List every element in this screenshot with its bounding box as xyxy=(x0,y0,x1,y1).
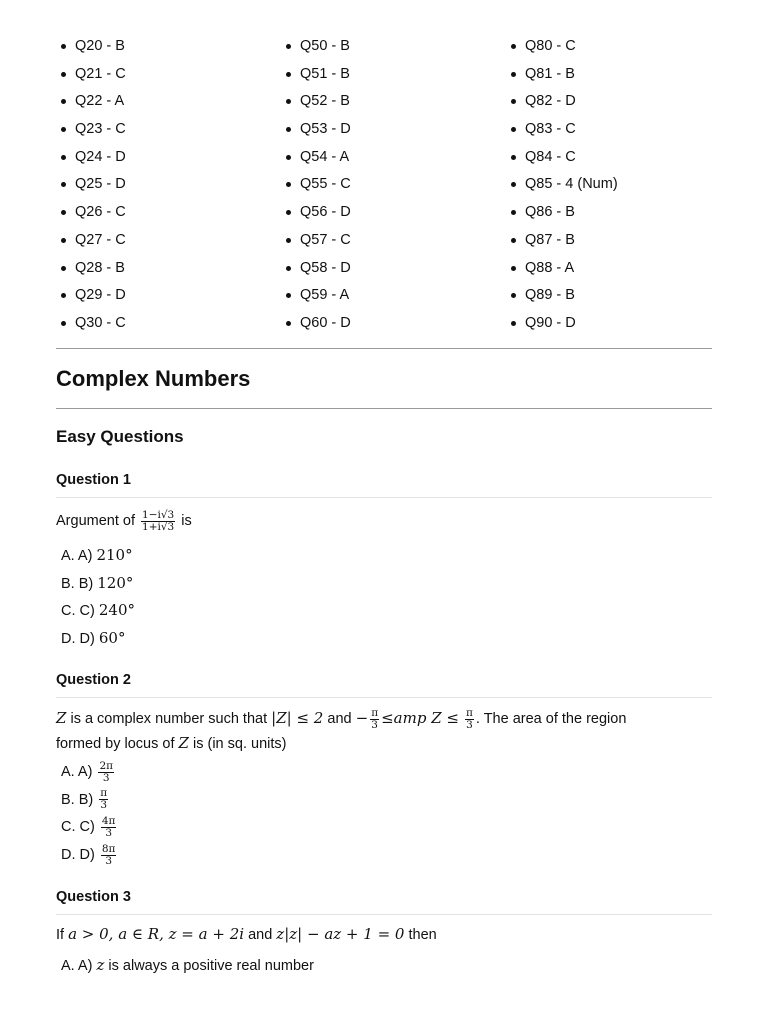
answer-item: Q28 - B xyxy=(56,258,126,286)
question-text: Argument of xyxy=(56,513,135,529)
answer-item: Q52 - B xyxy=(281,91,351,119)
question-2-options xyxy=(61,758,118,869)
question-3-options xyxy=(61,954,314,982)
question-1-options xyxy=(61,544,135,655)
option-a: A. A) $\frac{2\pi}{3}$ xyxy=(61,759,114,784)
section-divider xyxy=(56,348,712,349)
answer-item: Q87 - B xyxy=(506,230,618,258)
math-fraction: $\frac{\pi}{3}$ xyxy=(371,706,379,731)
question-3-heading: Question 3 xyxy=(56,889,131,905)
question-2-heading: Question 2 xyxy=(56,672,131,688)
question-text: is xyxy=(181,513,192,529)
section-divider xyxy=(56,408,712,409)
section-title: Complex Numbers xyxy=(56,366,251,391)
question-divider xyxy=(56,497,712,498)
answer-item: Q81 - B xyxy=(506,64,618,92)
option-c: C. C) $\frac{4\pi}{3}$ xyxy=(61,815,116,840)
answer-item: Q84 - C xyxy=(506,147,618,175)
option-d: D. D) $\frac{8\pi}{3}$ xyxy=(61,842,116,867)
answer-item: Q89 - B xyxy=(506,285,618,313)
answer-item: Q58 - D xyxy=(281,258,351,286)
option-a: A. A) z is always a positive real number xyxy=(61,956,314,974)
answer-item: Q55 - C xyxy=(281,174,351,202)
answer-item: Q22 - A xyxy=(56,91,126,119)
answer-item: Q21 - C xyxy=(56,64,126,92)
math-fraction: $\frac{1-i√3}{1+i√3}$ xyxy=(142,508,175,533)
subsection-title: Easy Questions xyxy=(56,427,184,446)
question-1-heading: Question 1 xyxy=(56,472,131,488)
answer-item: Q26 - C xyxy=(56,202,126,230)
answer-item: Q50 - B xyxy=(281,36,351,64)
answer-item: Q60 - D xyxy=(281,313,351,341)
option-d: D. D) 60° xyxy=(61,629,126,648)
answer-item: Q88 - A xyxy=(506,258,618,286)
answer-item: Q27 - C xyxy=(56,230,126,258)
answer-item: Q25 - D xyxy=(56,174,126,202)
answer-item: Q53 - D xyxy=(281,119,351,147)
answer-item: Q86 - B xyxy=(506,202,618,230)
question-1-text xyxy=(56,509,712,533)
answer-key-column-2 xyxy=(281,36,351,341)
question-divider xyxy=(56,914,712,915)
option-b: B. B) $\frac{\pi}{3}$ xyxy=(61,787,108,812)
answer-item: Q51 - B xyxy=(281,64,351,92)
answer-item: Q56 - D xyxy=(281,202,351,230)
answer-item: Q85 - 4 (Num) xyxy=(506,174,618,202)
answer-item: Q23 - C xyxy=(56,119,126,147)
answer-key-column-3 xyxy=(506,36,618,341)
answer-item: Q54 - A xyxy=(281,147,351,175)
answer-item: Q80 - C xyxy=(506,36,618,64)
answer-item: Q82 - D xyxy=(506,91,618,119)
question-2-text: Z is a complex number such that |Z| ≤ 2 and − $\frac{\pi}{3}$ ≤amp Z ≤ $\frac{\pi}{3}$ . The area of the region formed by locus of Z is (in sq. units) xyxy=(56,706,627,752)
option-a: A. A) 210° xyxy=(61,546,133,564)
question-3-text: If a > 0, a ∈ R, z = a + 2i and z|z| − az + 1 = 0 then xyxy=(56,925,437,943)
answer-key-column-1 xyxy=(56,36,126,341)
answer-key xyxy=(56,36,712,336)
option-b: B. B) 120° xyxy=(61,573,134,592)
answer-item: Q57 - C xyxy=(281,230,351,258)
answer-item: Q24 - D xyxy=(56,147,126,175)
answer-item: Q29 - D xyxy=(56,285,126,313)
question-divider xyxy=(56,697,712,698)
answer-item: Q20 - B xyxy=(56,36,126,64)
math-fraction: $\frac{\pi}{3}$ xyxy=(466,706,473,731)
option-c: C. C) 240° xyxy=(61,601,136,620)
answer-item: Q59 - A xyxy=(281,285,351,313)
answer-item: Q30 - C xyxy=(56,313,126,341)
answer-item: Q83 - C xyxy=(506,119,618,147)
answer-item: Q90 - D xyxy=(506,313,618,341)
